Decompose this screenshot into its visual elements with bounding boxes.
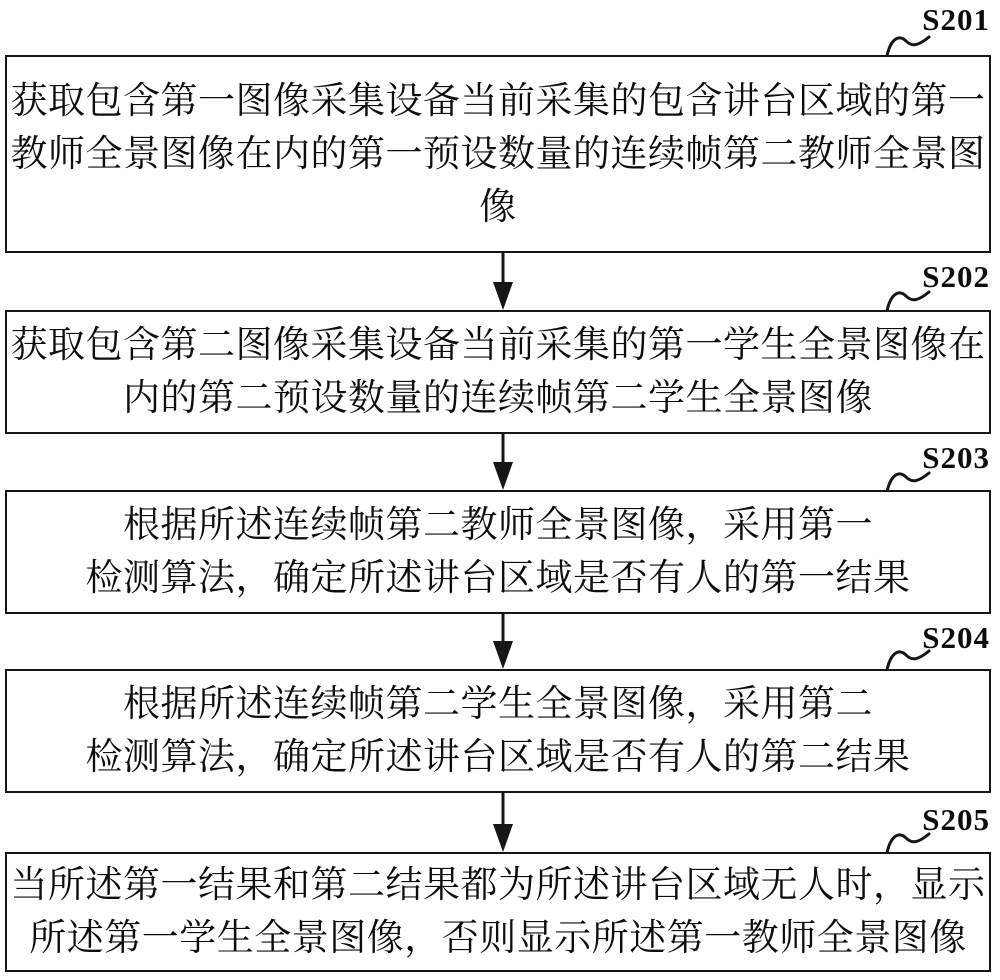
label-connector-squiggle — [884, 828, 932, 854]
down-arrow-icon — [490, 614, 516, 669]
step-label-s205: S205 — [922, 802, 990, 837]
flow-box-s205 — [5, 852, 991, 972]
down-arrow-icon — [490, 793, 516, 852]
box-text-line: 所述第一学生全景图像，否则显示所述第一教师全景图像 — [29, 918, 967, 959]
box-text-line: 获取包含第一图像采集设备当前采集的包含讲台区域的第一 — [10, 80, 986, 122]
box-text-line: 检测算法，确定所述讲台区域是否有人的第二结果 — [85, 737, 911, 778]
flow-box-s204 — [5, 669, 991, 793]
flow-box-s201 — [5, 55, 991, 253]
box-text-line: 根据所述连续帧第二教师全景图像，采用第一 — [123, 505, 873, 546]
down-arrow-icon — [490, 253, 516, 310]
flow-box-s203 — [5, 490, 991, 614]
box-text-line: 像 — [479, 186, 517, 228]
box-text-line: 当所述第一结果和第二结果都为所述讲台区域无人时，显示 — [10, 865, 986, 906]
box-text-line: 内的第二预设数量的连续帧第二学生全景图像 — [123, 378, 873, 419]
box-text-line: 获取包含第二图像采集设备当前采集的第一学生全景图像在 — [10, 325, 986, 366]
label-connector-squiggle — [884, 645, 932, 671]
box-text-line: 教师全景图像在内的第一预设数量的连续帧第二教师全景图 — [10, 133, 986, 175]
step-label-s201: S201 — [922, 2, 990, 37]
box-text-line: 根据所述连续帧第二学生全景图像，采用第二 — [123, 684, 873, 725]
step-label-s202: S202 — [922, 259, 990, 294]
label-connector-squiggle — [884, 31, 932, 57]
label-connector-squiggle — [884, 286, 932, 312]
step-label-s203: S203 — [922, 440, 990, 475]
box-text-line: 检测算法，确定所述讲台区域是否有人的第一结果 — [85, 558, 911, 599]
down-arrow-icon — [490, 434, 516, 490]
step-label-s204: S204 — [922, 620, 990, 655]
flow-box-s202 — [5, 310, 991, 434]
